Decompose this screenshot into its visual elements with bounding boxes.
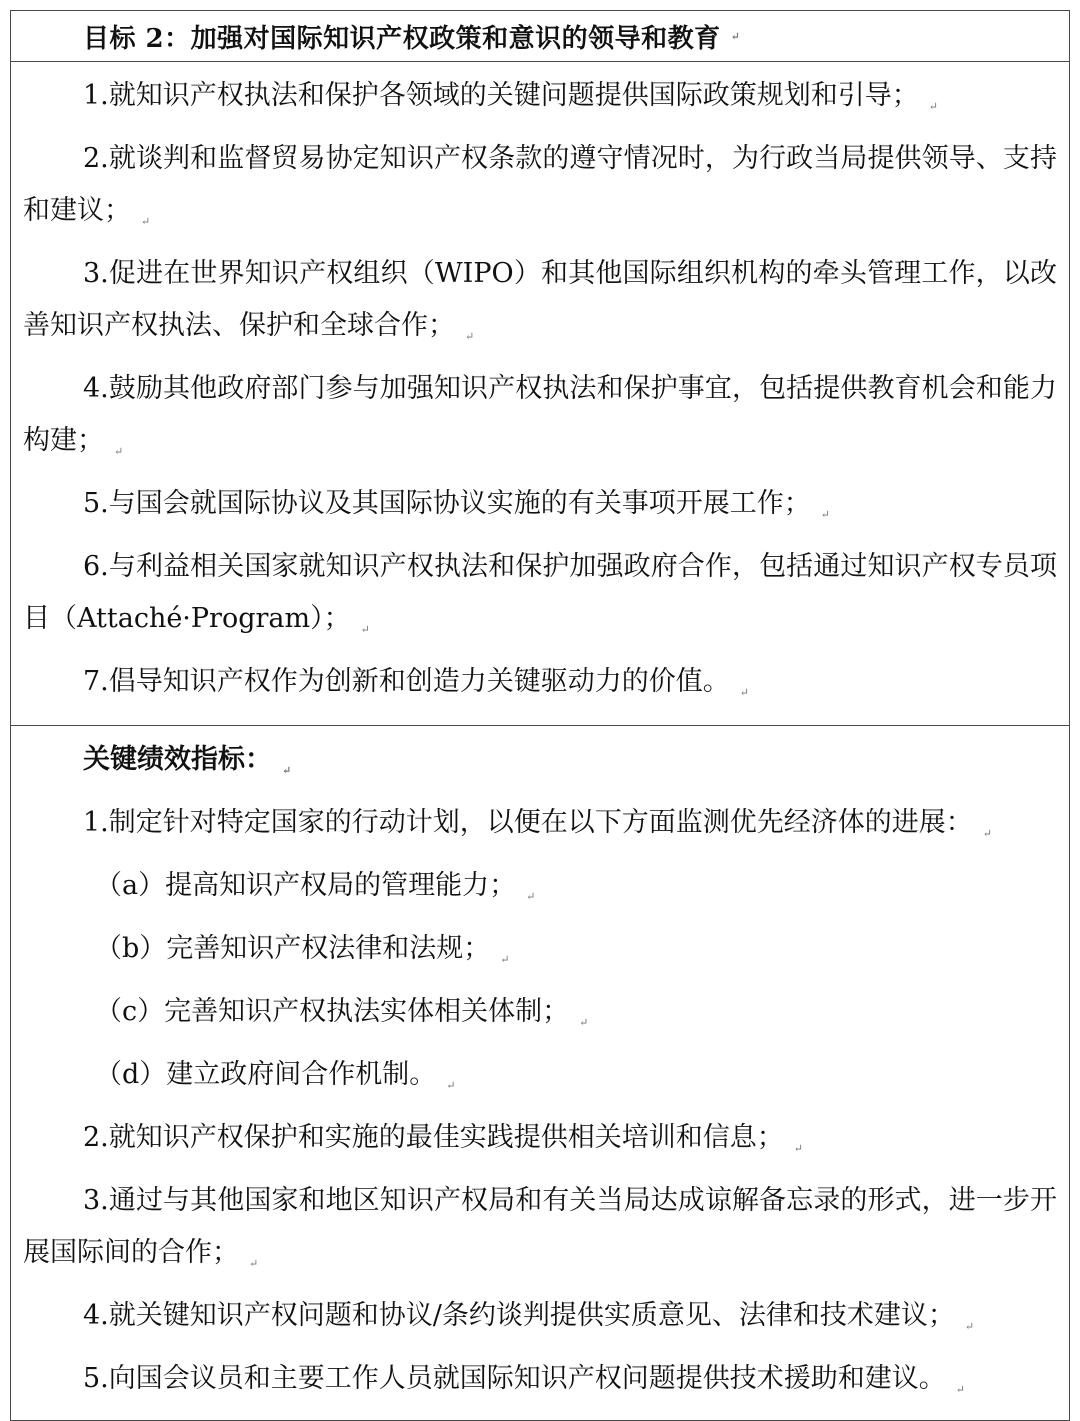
kpi-item: 1.制定针对特定国家的行动计划，以便在以下方面监测优先经济体的进展： ↵ — [23, 797, 1057, 860]
kpi-subitem: （b）完善知识产权法律和法规； ↵ — [23, 923, 1057, 986]
paragraph-mark-icon: ↵ — [465, 330, 475, 343]
goal-item: 2.就谈判和监督贸易协定知识产权条款的遵守情况时，为行政当局提供领导、支持和建议； ↵ — [23, 133, 1057, 248]
kpi-subitem: （a）提高知识产权局的管理能力； ↵ — [23, 860, 1057, 923]
kpi-title: 关键绩效指标： ↵ — [23, 734, 1057, 797]
kpi-item: 4.就关键知识产权问题和协议/条约谈判提供实质意见、法律和技术建议； ↵ — [23, 1290, 1057, 1353]
goal-header-row — [11, 11, 1069, 61]
goal-item: 5.与国会就国际协议及其国际协议实施的有关事项开展工作； ↵ — [23, 478, 1057, 541]
goal-item: 7.倡导知识产权作为创新和创造力关键驱动力的价值。 ↵ — [23, 656, 1057, 719]
paragraph-mark-icon: ↵ — [446, 1079, 456, 1092]
paragraph-mark-icon: ↵ — [928, 100, 938, 113]
paragraph-mark-icon: ↵ — [282, 764, 292, 777]
kpi-subitem: （d）建立政府间合作机制。 ↵ — [23, 1049, 1057, 1112]
paragraph-mark-icon: ↵ — [579, 1016, 589, 1029]
paragraph-mark-icon: ↵ — [820, 508, 830, 521]
goal-item: 3.促进在世界知识产权组织（WIPO）和其他国际组织机构的牵头管理工作，以改善知识产权执法、保护和全球合作； ↵ — [23, 248, 1057, 363]
paragraph-mark-icon: ↵ — [730, 29, 741, 43]
paragraph-mark-icon: ↵ — [360, 623, 370, 636]
paragraph-mark-icon: ↵ — [964, 1320, 975, 1333]
goals-section — [11, 61, 1069, 725]
paragraph-mark-icon: ↵ — [141, 215, 151, 228]
goal-item: 6.与利益相关国家就知识产权执法和保护加强政府合作，包括通过知识产权专员项目（Attaché·Program）； ↵ — [23, 541, 1057, 656]
document-table — [10, 10, 1070, 1421]
paragraph-mark-icon: ↵ — [982, 827, 992, 840]
goal-title: 目标 2：加强对国际知识产权政策和意识的领导和教育 — [83, 23, 721, 54]
kpi-item: 3.通过与其他国家和地区知识产权局和有关当局达成谅解备忘录的形式，进一步开展国际间的合作； ↵ — [23, 1175, 1057, 1290]
kpi-item: 5.向国会议员和主要工作人员就国际知识产权问题提供技术援助和建议。 ↵ — [23, 1353, 1057, 1416]
goal-item: 1.就知识产权执法和保护各领域的关键问题提供国际政策规划和引导； ↵ — [23, 70, 1057, 133]
paragraph-mark-icon: ↵ — [739, 686, 749, 699]
goal-item: 4.鼓励其他政府部门参与加强知识产权执法和保护事宜，包括提供教育机会和能力构建； ↵ — [23, 363, 1057, 478]
kpi-section — [11, 725, 1069, 1420]
paragraph-mark-icon: ↵ — [526, 890, 536, 903]
paragraph-mark-icon: ↵ — [955, 1383, 965, 1396]
kpi-item: 2.就知识产权保护和实施的最佳实践提供相关培训和信息； ↵ — [23, 1112, 1057, 1175]
paragraph-mark-icon: ↵ — [249, 1257, 259, 1270]
paragraph-mark-icon: ↵ — [500, 953, 510, 966]
kpi-subitem: （c）完善知识产权执法实体相关体制； ↵ — [23, 986, 1057, 1049]
paragraph-mark-icon: ↵ — [114, 445, 124, 458]
paragraph-mark-icon: ↵ — [793, 1142, 803, 1155]
